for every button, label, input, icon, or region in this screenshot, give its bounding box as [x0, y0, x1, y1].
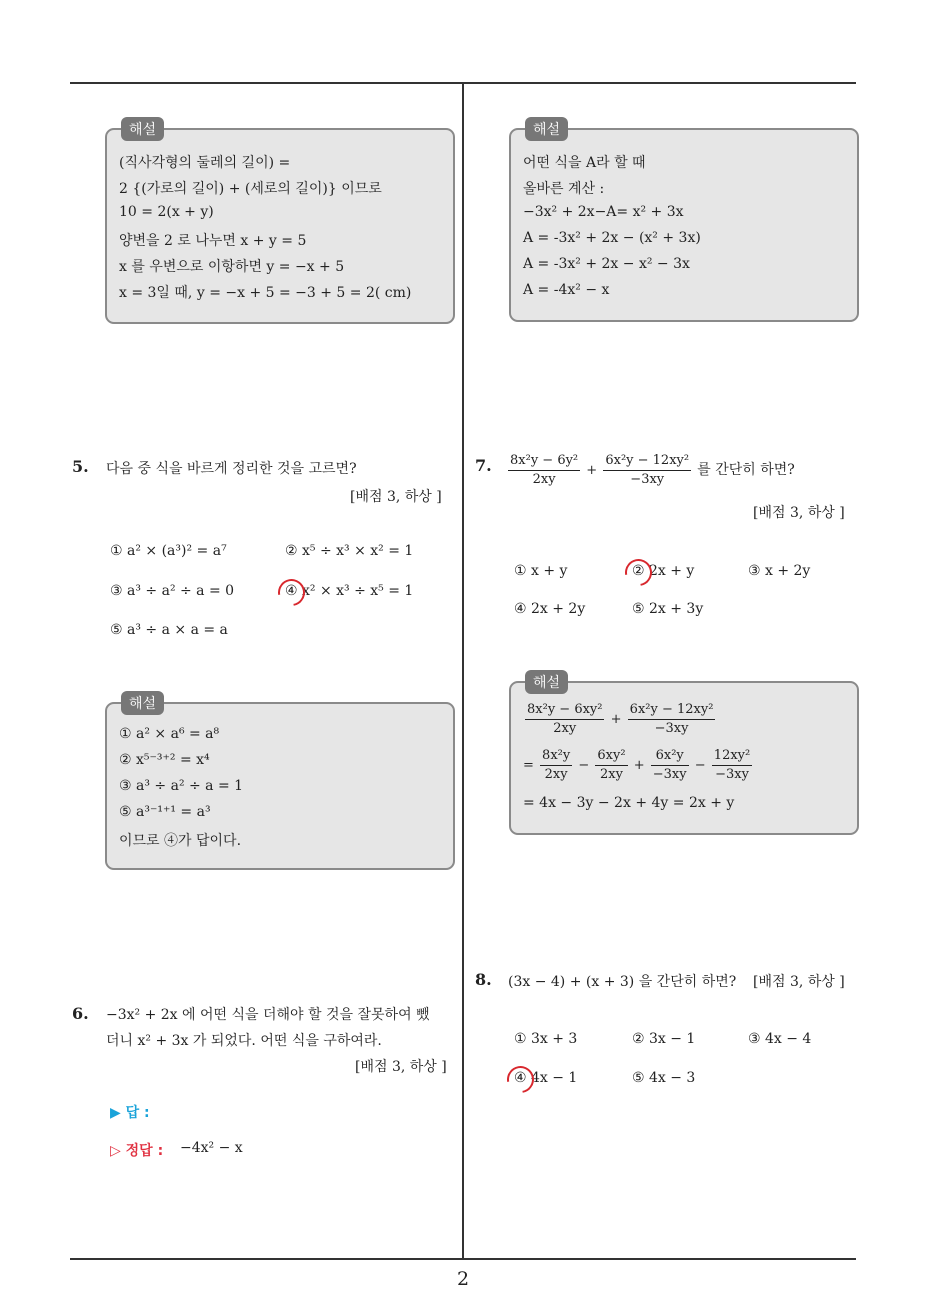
solution-line: −3x² + 2x−A= x² + 3x — [523, 204, 684, 220]
question-score: [배점 3, 하상 ] — [355, 1059, 447, 1075]
selected-answer-circle — [620, 554, 658, 592]
question-text-line1: −3x² + 2x 에 어떤 식을 더해야 할 것을 잘못하여 뺐 — [106, 1007, 430, 1023]
question-text-line2: 더니 x² + 3x 가 되었다. 어떤 식을 구하여라. — [106, 1033, 382, 1049]
solution-line: 올바른 계산 : — [523, 181, 605, 197]
page-number: 2 — [456, 1268, 470, 1290]
solution-line: (직사각형의 둘레의 길이) = — [119, 155, 291, 171]
solution-line: ③ a³ ÷ a² ÷ a = 1 — [119, 778, 244, 794]
question-text: 다음 중 식을 바르게 정리한 것을 고르면? — [106, 461, 357, 477]
option-2[interactable]: ② 2x + y — [632, 563, 695, 579]
option-3[interactable]: ③ x + 2y — [748, 563, 811, 579]
correct-answer-value: −4x² − x — [180, 1140, 243, 1156]
fraction-2: $\frac{\text{6x²y − 12xy²}}{-3xy}$ — [605, 453, 690, 487]
fraction-1: $\frac{\text{8x²y − 6y²}}{2xy}$ — [510, 453, 579, 487]
solution-box-4 — [509, 675, 859, 835]
solution-line: A = -3x² + 2x − (x² + 3x) — [523, 230, 701, 246]
option-4[interactable]: ④ 2x + 2y — [514, 601, 586, 617]
solution-line: ① a² × a⁶ = a⁸ — [119, 726, 220, 742]
option-4[interactable]: ④ x² × x³ ÷ x⁵ = 1 — [285, 583, 414, 599]
option-2[interactable]: ② 3x − 1 — [632, 1031, 696, 1047]
question-number: 7. — [475, 456, 492, 475]
question-text: (3x − 4) + (x + 3) 을 간단히 하면? — [508, 974, 737, 990]
solution-row-1: $\frac{\text{8x²y − 6xy²}}{2xy}$ + $\frac{\text{6x²y − 12xy²}}{-3xy}$ — [527, 702, 714, 736]
question-number: 6. — [72, 1004, 89, 1023]
solution-line: ② x⁵⁻³⁺² = x⁴ — [119, 752, 210, 768]
solution-line: x = 3일 때, y = −x + 5 = −3 + 5 = 2( cm) — [119, 285, 412, 301]
solution-line: x 를 우변으로 이항하면 y = −x + 5 — [119, 259, 345, 275]
option-5[interactable]: ⑤ 4x − 3 — [632, 1070, 696, 1086]
solution-line: A = -4x² − x — [523, 282, 610, 298]
solution-line: 어떤 식을 A라 할 때 — [523, 155, 646, 171]
solution-row-3: = 4x − 3y − 2x + 4y = 2x + y — [523, 795, 735, 811]
option-1[interactable]: ① 3x + 3 — [514, 1031, 578, 1047]
solution-tag: 해설 — [525, 670, 568, 694]
question-number: 5. — [72, 457, 89, 476]
selected-answer-circle — [273, 574, 311, 612]
question-expression: $\frac{\text{8x²y − 6y²}}{2xy}$ + $\frac{\text{6x²y − 12xy²}}{-3xy}$ 를 간단히 하면? — [510, 453, 795, 487]
solution-box-1 — [105, 122, 455, 324]
option-1[interactable]: ① a² × (a³)² = a⁷ — [110, 543, 227, 559]
option-3[interactable]: ③ 4x − 4 — [748, 1031, 812, 1047]
solution-line: 2 {(가로의 길이) + (세로의 길이)} 이므로 — [119, 181, 382, 197]
solution-line: ⑤ a³⁻¹⁺¹ = a³ — [119, 804, 211, 820]
column-divider — [462, 83, 464, 1259]
solution-row-2: = $\frac{\text{8x²y}}{2xy}$ − $\frac{\text{6xy²}}{2xy}$ + $\frac{\text{6x²y}}{-3xy}$ − $\frac{\text{12xy²}}{-3xy}$ — [523, 748, 751, 782]
solution-line: A = -3x² + 2x − x² − 3x — [523, 256, 690, 272]
option-1[interactable]: ① x + y — [514, 563, 568, 579]
solution-line: 이므로 ④가 답이다. — [119, 833, 242, 849]
solution-tag: 해설 — [121, 117, 164, 141]
correct-answer-label: ▷ 정답 : — [110, 1143, 164, 1159]
option-2[interactable]: ② x⁵ ÷ x³ × x² = 1 — [285, 543, 414, 559]
solution-tag: 해설 — [525, 117, 568, 141]
question-score: [배점 3, 하상 ] — [753, 974, 845, 990]
option-5[interactable]: ⑤ a³ ÷ a × a = a — [110, 622, 228, 638]
selected-answer-circle — [502, 1061, 540, 1099]
solution-box-2 — [509, 122, 859, 322]
solution-line: 10 = 2(x + y) — [119, 204, 214, 220]
question-score: [배점 3, 하상 ] — [753, 505, 845, 521]
question-number: 8. — [475, 970, 492, 989]
option-4[interactable]: ④ 4x − 1 — [514, 1070, 578, 1086]
bottom-rule — [70, 1258, 856, 1260]
question-score: [배점 3, 하상 ] — [350, 489, 442, 505]
solution-tag: 해설 — [121, 691, 164, 715]
option-3[interactable]: ③ a³ ÷ a² ÷ a = 0 — [110, 583, 235, 599]
option-5[interactable]: ⑤ 2x + 3y — [632, 601, 704, 617]
answer-label[interactable]: ▶ 답 : — [110, 1105, 150, 1121]
solution-box-3 — [105, 696, 455, 870]
solution-line: 양변을 2 로 나누면 x + y = 5 — [119, 233, 307, 249]
